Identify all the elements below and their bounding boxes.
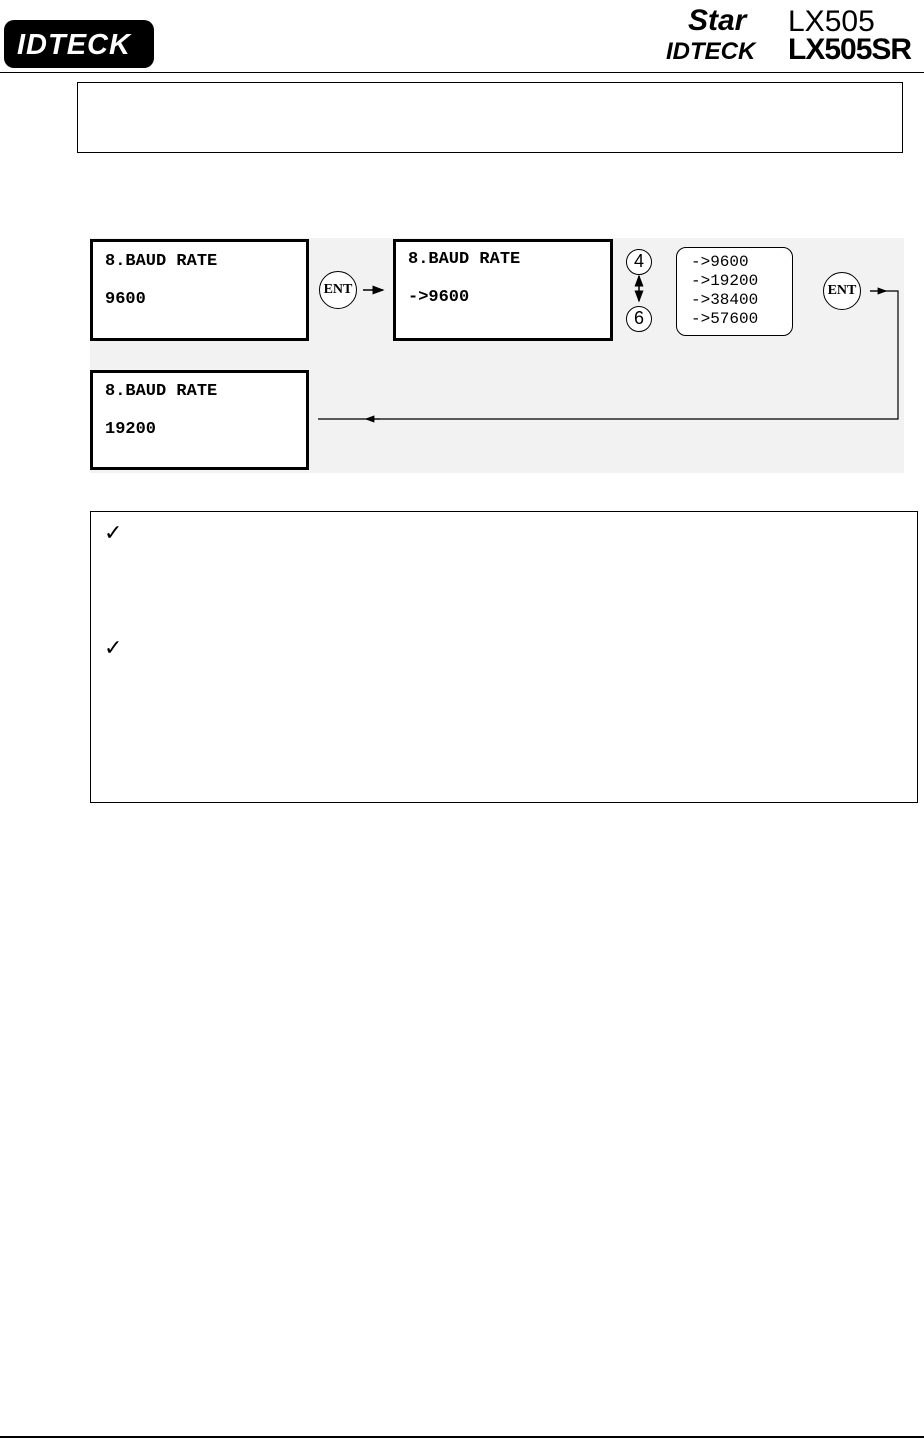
lcd-line-1: 8.BAUD RATE <box>408 250 521 269</box>
footer-divider <box>0 1436 924 1438</box>
checkmark-icon: ✓ <box>104 636 123 661</box>
key-4-label: 4 <box>633 251 644 271</box>
model-lx505: LX505 <box>788 5 875 38</box>
key-6-label: 6 <box>633 308 644 328</box>
ent-key-label: ENT <box>323 282 353 297</box>
option-item: ->57600 <box>691 310 759 328</box>
return-connector <box>318 291 898 419</box>
model-lx505sr: LX505SR <box>788 33 912 66</box>
option-item: ->19200 <box>691 272 759 290</box>
brand-star: Star <box>688 4 747 37</box>
lcd-line-1: 8.BAUD RATE <box>105 252 218 271</box>
ent-key-label: ENT <box>827 283 857 298</box>
option-item: ->9600 <box>691 253 749 271</box>
lcd-line-2: 19200 <box>105 420 157 439</box>
diagram-connectors <box>0 0 924 500</box>
checkmark-icon: ✓ <box>104 521 123 546</box>
lcd-line-1: 8.BAUD RATE <box>105 382 218 401</box>
notes-box <box>90 511 918 803</box>
option-item: ->38400 <box>691 291 759 309</box>
lcd-line-2: 9600 <box>105 290 146 309</box>
idteck-logo-text: IDTECK <box>17 29 131 61</box>
brand-idteck: IDTECK <box>666 38 756 65</box>
lcd-line-2: ->9600 <box>408 288 470 307</box>
